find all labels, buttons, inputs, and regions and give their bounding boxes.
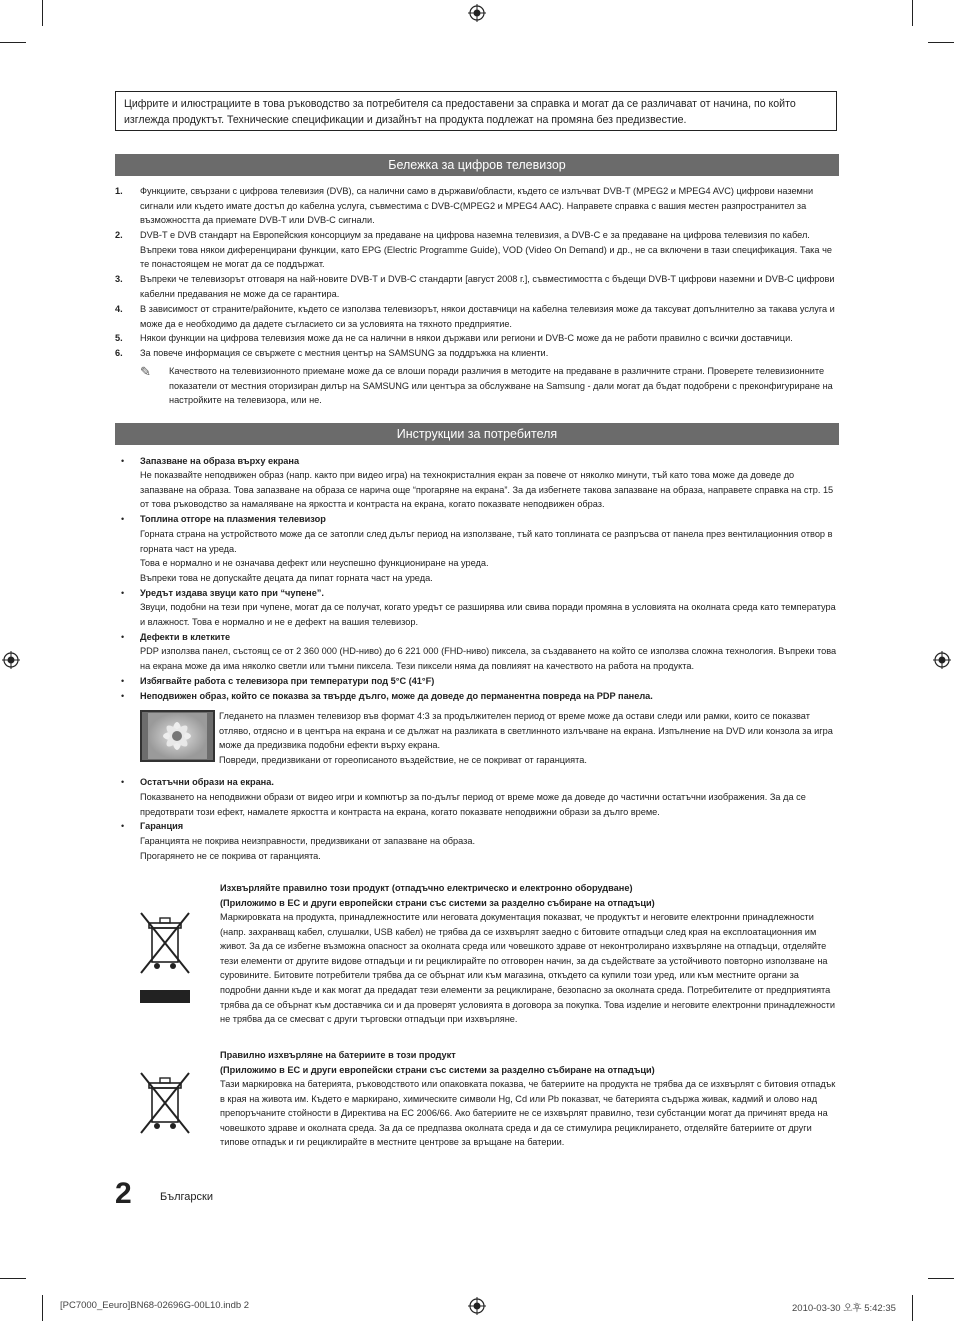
registration-mark-icon [468, 1297, 486, 1315]
section-heading-digital-tv: Бележка за цифров телевизор [115, 154, 839, 176]
crop-mark [912, 0, 913, 26]
item-body: PDP използва панел, състоящ се от 2 360 000 (HD-ниво) до 6 221 000 (FHD-ниво) пиксела, за създаването на който се използва сложна технология. Въпреки това на екрана може да има няколко светли или тъмни пиксела. Тези пиксели няма да повлияят на качеството на работа на продукта. [140, 646, 837, 671]
item-heading: Остатъчни образи на екрана. [140, 777, 274, 787]
item-heading: Дефекти в клетките [140, 632, 231, 642]
bullet: • [121, 691, 125, 701]
crop-mark [0, 42, 26, 43]
battery-subtitle: (Приложимо в ЕС и други европейски страни със системи за разделно събиране на отпадъци) [220, 1065, 655, 1075]
disclaimer-box: Цифрите и илюстрациите в това ръководство за потребителя са предоставени за справка и могат да се различават от начина, по който изглежда продуктът. Технические спецификации и дизайнът на продукта подлежат на промяна без предизвестие. [115, 91, 837, 131]
crop-mark [912, 1295, 913, 1321]
item-body: Показването на неподвижни образи от видео игри и компютър за по-дълъг период от време може да доведе до частични остатъчни изображения. За да се предотврати този ефект, намалете яркостта и контраста на екрана, когато показвате неподвижни образи за дълго време. [140, 792, 806, 817]
crop-mark [0, 1278, 26, 1279]
crossed-bin-battery-icon [138, 1070, 192, 1140]
note-pencil-icon: ✎ [140, 364, 151, 379]
item-heading: Топлина отгоре на плазмения телевизор [140, 514, 326, 524]
list-item: Въпреки че телевизорът отговаря на най-новите DVB-T и DVB-C стандарти [август 2008 г.], съвместимостта с бъдещи DVB-T цифрови наземни и DVB-C цифрови кабелни предавания не може да се гарантира. [140, 274, 835, 299]
crop-mark [42, 0, 43, 26]
crossed-bin-icon [138, 910, 192, 1005]
list-number: 5. [115, 333, 123, 343]
item-body: Гаранцията не покрива неизправности, предизвикани от запазване на образа. Прогарянето не се покрива от гаранцията. [140, 836, 476, 861]
battery-body: Тази маркировка на батерията, ръководството или опаковката показва, че батериите на продукта не трябва да се изхвърлят с битовия отпадък в края на живота им. Където е маркирано, химическите символи Hg, Cd или Pb показват, че батерията съдържа живак, кадмий и олово над препоръчаните стойности в Директива на ЕС 2006/66. Ако батериите не се изхвърлят правилно, тези субстанции могат да причинят вреда на човешкото здраве и околната среда. За да се предпазва околната среда и да се стимулира рециклирането, отделяйте батериите от други типове отпадък и ги рециклирайте в местните центрове за връщане на батерии. [220, 1079, 836, 1148]
registration-mark-icon [2, 651, 20, 669]
list-item: В зависимост от страните/районите, където се използва телевизорът, някои доставчици на кабелна телевизия може да таксуват допълнително за такава услуга и може да е необходимо да дадете съгласието си за условията на тяхното предприятие. [140, 304, 835, 329]
item-body: Не показвайте неподвижен образ (напр. както при видео игра) на технокристалния екран за повече от няколко минути, тъй като това може да доведе до запазване на образа. Това запазване на образа се нарича още “прогаряне на екрана”. За да избегнете такова запазване на образа, направете справка на стр. 15 от това ръководство за намаляване на яркостта и контраста на екрана, когато показвате неподвижен образ. [140, 470, 834, 510]
page-language: Български [160, 1191, 213, 1203]
plasma-tv-flower-image [140, 710, 215, 762]
crop-mark [42, 1295, 43, 1321]
crop-mark [928, 1278, 954, 1279]
list-item: Някои функции на цифрова телевизия може да не са налични в някои държави или региони и DVB-C може да не работи правилно с всички доставчици. [140, 333, 793, 343]
bullet: • [121, 676, 125, 686]
registration-mark-icon [468, 4, 486, 22]
image-caption: Гледането на плазмен телевизор във формат 4:3 за продължителен период от време може да остави следи или рамки, които се показват отляво, отдясно и в центъра на екрана и се дължат на разликата в светлинното излъчване на екрана. Изпълнение на DVD или конзола за игра може да предизвика подобни ефекти върху екрана. Повреди, предизвикани от гореописаното въздействие, не се покриват от гаранцията. [219, 711, 833, 765]
bullet: • [121, 456, 125, 466]
list-number: 2. [115, 230, 123, 240]
list-number: 3. [115, 274, 123, 284]
weee-body: Маркировката на продукта, принадлежностите или неговата документация показват, че продуктът и неговите електронни принадлежности (напр. захранващ кабел, слушалки, USB кабел) не трябва да се изхвърлят заедно с битовите отпадъци след края на експлоатационния им живот. За да се избегне възможна опасност за околната среда или човешкото здраве от неконтролирано изхвърляне на отпадъци, отделяйте тези елементи от другите видове отпадъци и ги рециклирайте по отговорен начин, за да съдействате за устойчивото повторно използване на суровините. Битовите потребители трябва да се обърнат или към магазина, откъдето са купили този уред, или към местните органи за подробни данни къде и как могат да предадат тези елементи за рециклиране, безопасно за околната среда. Потребителите от предприятията трябва да се обърнат към доставчика си и да проверят условията в договора за покупка. Това изделие и неговите електронни принадлежности не трябва да се смесват с други търговски отпадъци при изхвърляне. [220, 912, 836, 1025]
weee-title: Изхвърляйте правилно този продукт (отпадъчно електрическо и електронно оборудване) [220, 883, 633, 893]
item-heading: Гаранция [140, 821, 184, 831]
registration-mark-icon [933, 651, 951, 669]
bullet: • [121, 588, 125, 598]
list-item: За повече информация се свържете с местния център на SAMSUNG за поддръжка на клиенти. [140, 348, 549, 358]
print-timestamp: 2010-03-30 오후 5:42:35 [792, 1303, 896, 1314]
item-heading: Неподвижен образ, който се показва за твърде дълго, може да доведе до перманентна повреда на PDP панела. [140, 691, 653, 701]
battery-title: Правилно изхвърляне на батериите в този продукт [220, 1050, 456, 1060]
list-number: 1. [115, 186, 123, 196]
section-heading-user-instructions: Инструкции за потребителя [115, 423, 839, 445]
page-number: 2 [115, 1177, 132, 1210]
item-heading: Уредът издава звуци като при “чупене”. [140, 588, 324, 598]
crop-mark [928, 42, 954, 43]
list-item: Функциите, свързани с цифрова телевизия (DVB), са налични само в държави/области, където се излъчват DVB-T (MPEG2 и MPEG4 AVC) цифрови наземни сигнали или където имате достъп до кабелна услуга, съвместима с DVB-C(MPEG2 и MPEG4 AAC). Направете справка с вашия местен разпространител за възможността да приемате DVB-T или DVB-C сигнали. [140, 186, 814, 226]
print-file-name: [PC7000_Eeuro]BN68-02696G-00L10.indb 2 [60, 1300, 250, 1311]
item-heading: Запазване на образа върху екрана [140, 456, 300, 466]
list-number: 6. [115, 348, 123, 358]
item-heading: Избягвайте работа с телевизора при температури под 5°C (41°F) [140, 676, 435, 686]
bullet: • [121, 821, 125, 831]
bullet: • [121, 632, 125, 642]
item-body: Звуци, подобни на тези при чупене, могат да се получат, когато уредът се разширява или свива поради промяна в условията на околната среда като температура и влажност. Това е нормално и не е дефект на вашия телевизор. [140, 602, 836, 627]
bullet: • [121, 777, 125, 787]
note-text: Качеството на телевизионното приемане може да се влоши поради различия в методите на предаване в различните страни. Проверете телевизионните показатели от местния оторизиран дилър на SAMSUNG или центъра за обслужване на Samsung - дали могат да бъдат подобрени с преконфигуриране на настройките на телевизора, или не. [169, 366, 833, 406]
list-item: DVB-T е DVB стандарт на Европейския консорциум за предаване на цифрова наземна телевизия, а DVB-C е за предаване на цифрова телевизия по кабел. Въпреки това някои диференцирани функции, като EPG (Electric Programme Guide), VOD (Video On Demand) и др., не са включени в тази спецификация. Така че те понастоящем не могат да се поддържат. [140, 230, 832, 270]
weee-subtitle: (Приложимо в ЕС и други европейски страни със системи за разделно събиране на отпадъци) [220, 898, 655, 908]
item-body: Горната страна на устройството може да се затопли след дълъг период на използване, тъй като топлината се разпръсва от панела през вентилационния отвор в горната част на уреда. Това е нормално и не означава дефект или неуспешно функциониране на уреда. Въпреки това не допускайте децата да пипат горната част на уреда. [140, 529, 833, 583]
bullet: • [121, 514, 125, 524]
list-number: 4. [115, 304, 123, 314]
